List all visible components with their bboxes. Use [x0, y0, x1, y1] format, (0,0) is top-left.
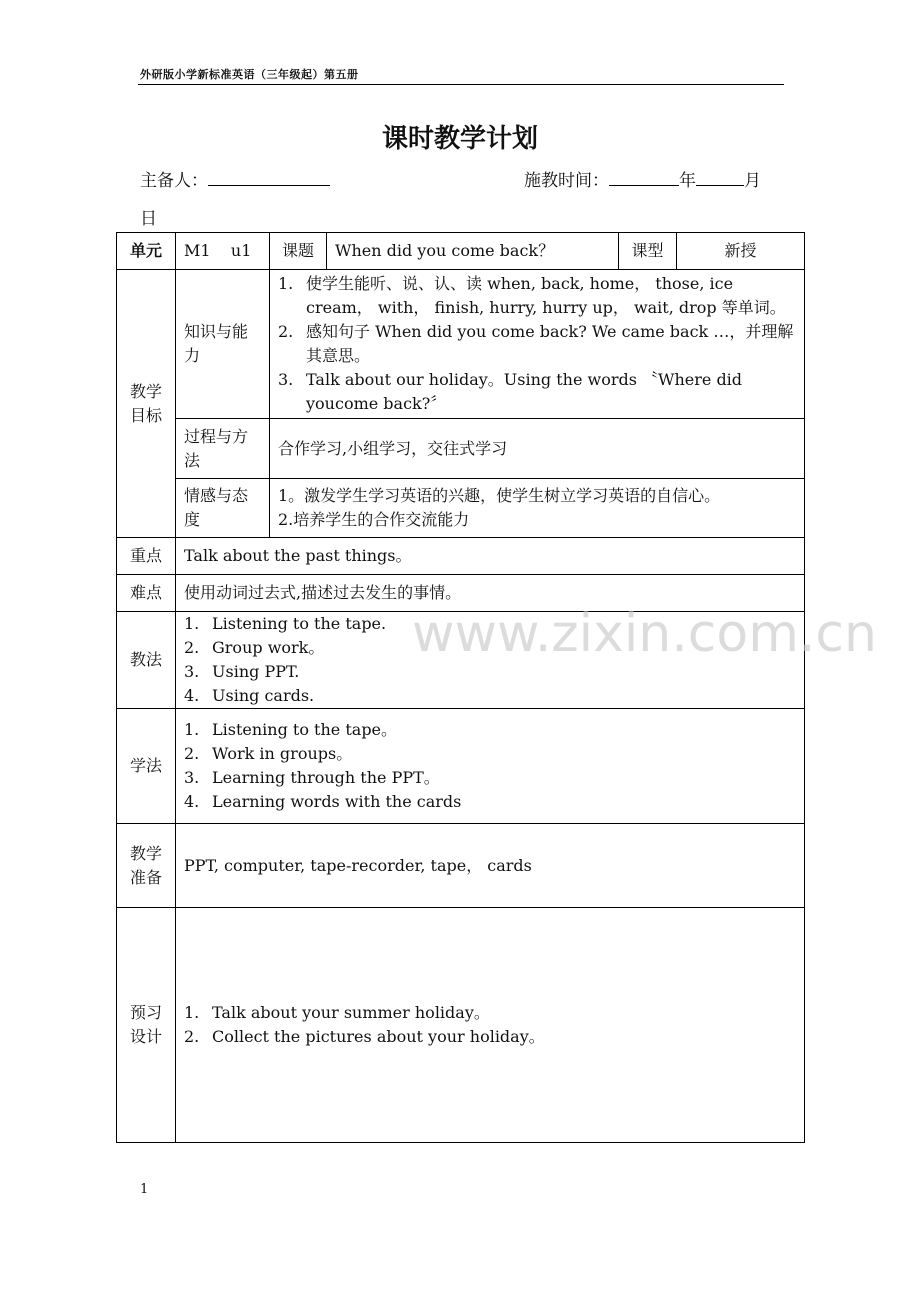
emotion-label: 情感与态度	[176, 479, 270, 538]
knowledge-list	[278, 272, 796, 416]
preparer-blank	[208, 169, 330, 186]
list-item: 4. Using cards.	[184, 686, 315, 705]
list-item: 3. Using PPT.	[184, 662, 300, 681]
teaching-method-label: 教法	[117, 612, 176, 709]
knowledge-content	[270, 270, 805, 419]
emotion-item: 1。激发学生学习英语的兴趣，使学生树立学习英语的自信心。	[278, 486, 721, 505]
list-item: 2. Group work。	[184, 638, 325, 657]
list-item: 1. 使学生能听、说、认、读 when, back, home， those, ice cream， with， finish, hurry, hurry up， wait, drop 等单词。	[278, 274, 786, 317]
emotion-item: 2.培养学生的合作交流能力	[278, 510, 470, 529]
list-item: 1. Listening to the tape.	[184, 614, 387, 633]
learning-method-row	[117, 709, 805, 824]
key-point-value: Talk about the past things。	[176, 538, 805, 575]
learning-method-label: 学法	[117, 709, 176, 824]
learning-method-list	[184, 718, 796, 814]
process-value: 合作学习,小组学习，交往式学习	[270, 419, 805, 479]
preview-list	[184, 1001, 796, 1049]
year-blank	[609, 169, 679, 186]
page-number: 1	[140, 1182, 149, 1197]
list-item: 1. Talk about your summer holiday。	[184, 1003, 490, 1022]
preview-row	[117, 908, 805, 1143]
teaching-method-list	[184, 612, 796, 708]
lesson-plan-table	[116, 232, 805, 1143]
knowledge-label: 知识与能力	[176, 270, 270, 419]
month-blank	[696, 169, 744, 186]
type-label: 课型	[619, 233, 677, 270]
month-label: 月	[744, 171, 761, 191]
teaching-time-line	[524, 166, 761, 191]
key-point-label: 重点	[117, 538, 176, 575]
teaching-method-content	[176, 612, 805, 709]
list-item: 1. Listening to the tape。	[184, 720, 398, 739]
teaching-method-row	[117, 612, 805, 709]
difficulty-label: 难点	[117, 575, 176, 612]
teaching-goals-label: 教学目标	[117, 270, 176, 538]
type-value: 新授	[677, 233, 805, 270]
list-item: 2. Work in groups。	[184, 744, 353, 763]
key-point-row	[117, 538, 805, 575]
list-item: 3. Learning through the PPT。	[184, 768, 440, 787]
process-label: 过程与方法	[176, 419, 270, 479]
learning-method-content	[176, 709, 805, 824]
page-title: 课时教学计划	[381, 124, 538, 154]
list-item: 2. Collect the pictures about your holiday。	[184, 1027, 545, 1046]
knowledge-row	[117, 270, 805, 419]
header-rule	[138, 84, 784, 85]
preview-label: 预习设计	[117, 908, 176, 1143]
document-header: 外研版小学新标准英语（三年级起）第五册	[140, 68, 359, 81]
preparer-label: 主备人：	[140, 171, 208, 191]
unit-label: 单元	[117, 233, 176, 270]
year-label: 年	[679, 171, 696, 191]
watermark: www.zixin.com.cn	[412, 604, 877, 664]
preparation-row	[117, 824, 805, 908]
list-item: 3. Talk about our holiday。Using the words 〝Where did youcome back?〞	[278, 370, 743, 413]
list-item: 2. 感知句子 When did you come back? We came back …，并理解其意思。	[278, 322, 794, 365]
list-item: 4. Learning words with the cards	[184, 792, 462, 811]
teaching-time-label: 施教时间：	[524, 171, 609, 191]
unit-value: M1 u1	[176, 233, 270, 270]
day-label: 日	[140, 209, 157, 229]
preview-content	[176, 908, 805, 1143]
emotion-content	[270, 479, 805, 538]
topic-value: When did you come back？	[327, 233, 619, 270]
process-row	[117, 419, 805, 479]
preparation-value: PPT, computer, tape-recorder, tape， cards	[176, 824, 805, 908]
unit-row	[117, 233, 805, 270]
emotion-row	[117, 479, 805, 538]
difficulty-value: 使用动词过去式,描述过去发生的事情。	[176, 575, 805, 612]
preparer-line	[140, 166, 330, 191]
difficulty-row	[117, 575, 805, 612]
preparation-label: 教学准备	[117, 824, 176, 908]
topic-label: 课题	[270, 233, 327, 270]
